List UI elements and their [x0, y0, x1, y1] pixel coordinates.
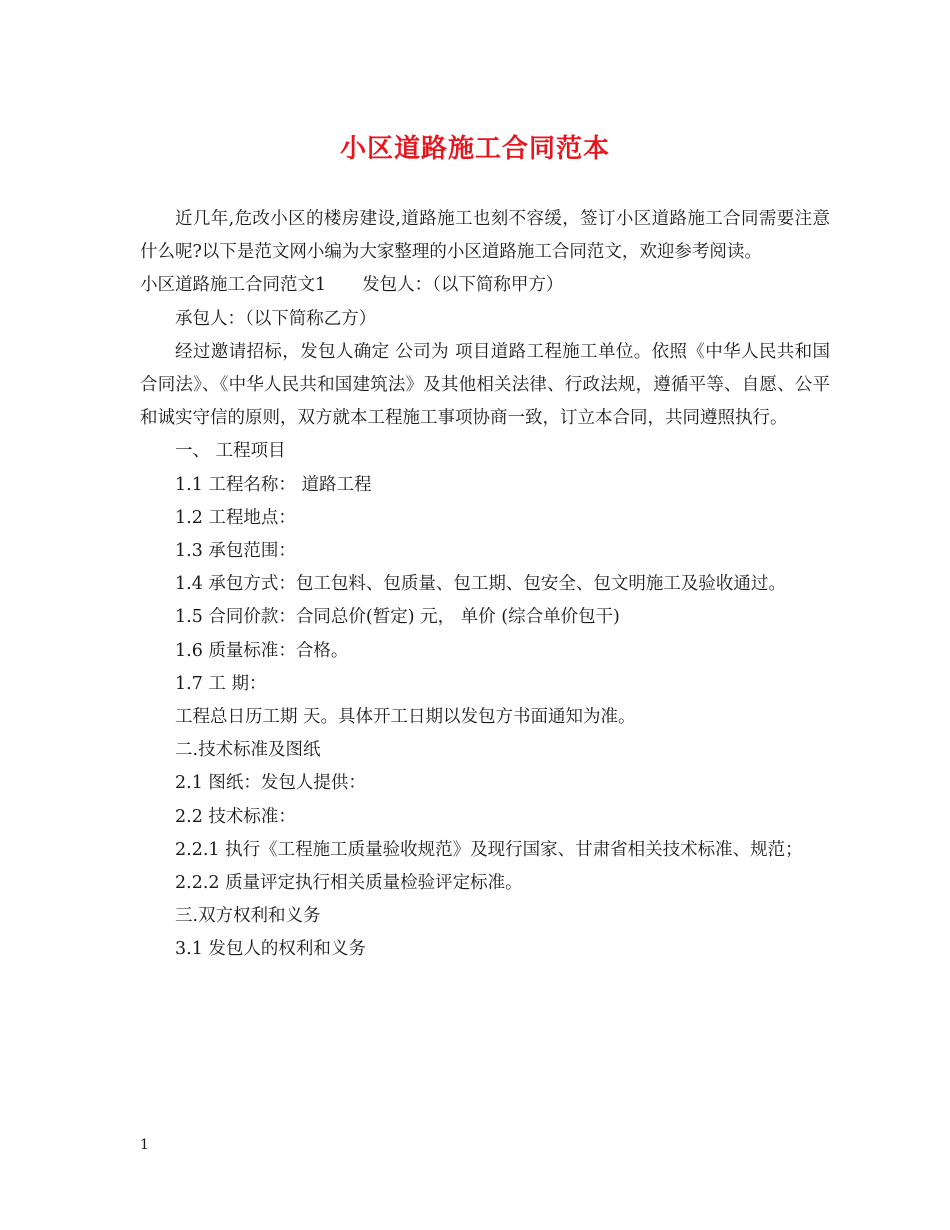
clause-line: 2.1 图纸：发包人提供：: [175, 773, 366, 794]
clause-line: 1.4 承包方式：包工包料、包质量、包工期、包安全、包文明施工及验收通过。: [175, 574, 786, 595]
clause-line: 1.5 合同价款：合同总价(暂定) 元， 单价 (综合单价包干): [175, 607, 620, 628]
intro-paragraph: 近几年,危改小区的楼房建设,道路施工也刻不容缓，签订小区道路施工合同需要注意什么呢?以下是范文网小编为大家整理的小区道路施工合同范文，欢迎参考阅读。: [140, 209, 830, 263]
clause-2-2-1: 2.2.1 执行《工程施工质量验收规范》及现行国家、甘肃省相关技术标准、规范；: [175, 839, 803, 860]
clause-line: 1.6 质量标准：合格。: [175, 640, 349, 661]
clause-line: 一、 工程项目: [175, 441, 286, 462]
clause-line: 1.1 工程名称： 道路工程: [175, 474, 372, 495]
clause-line: 1.7 工 期：: [175, 673, 267, 694]
contractor-line: 承包人：（以下简称乙方）: [175, 308, 377, 329]
clause-line: 1.2 工程地点：: [175, 507, 296, 528]
page-number: 1: [140, 1137, 149, 1153]
document-body: [140, 203, 830, 967]
document-title: 小区道路施工合同范本: [339, 134, 610, 164]
clause-line: 三.双方权利和义务: [175, 906, 321, 927]
clause-line: 1.3 承包范围：: [175, 541, 296, 562]
clause-line: 3.1 发包人的权利和义务: [175, 939, 366, 960]
clause-line: 二.技术标准及图纸: [175, 740, 321, 761]
period-detail: 工程总日历工期 天。具体开工日期以发包方书面通知为准。: [175, 707, 636, 728]
section-heading-line: [140, 269, 830, 302]
section-label: 小区道路施工合同范文1: [140, 275, 327, 296]
clause-line: 2.2.2 质量评定执行相关质量检验评定标准。: [175, 873, 523, 894]
clause-line: 2.2 技术标准：: [175, 806, 296, 827]
employer-line: 发包人：（以下简称甲方）: [362, 275, 564, 296]
preamble-paragraph: 经过邀请招标，发包人确定 公司为 项目道路工程施工单位。依照《中华人民共和国合同法》、《中华人民共和国建筑法》及其他相关法律、行政法规，遵循平等、自愿、公平和诚实守信的原则，双方就本工程施工事项协商一致，订立本合同，共同遵照执行。: [140, 341, 830, 429]
